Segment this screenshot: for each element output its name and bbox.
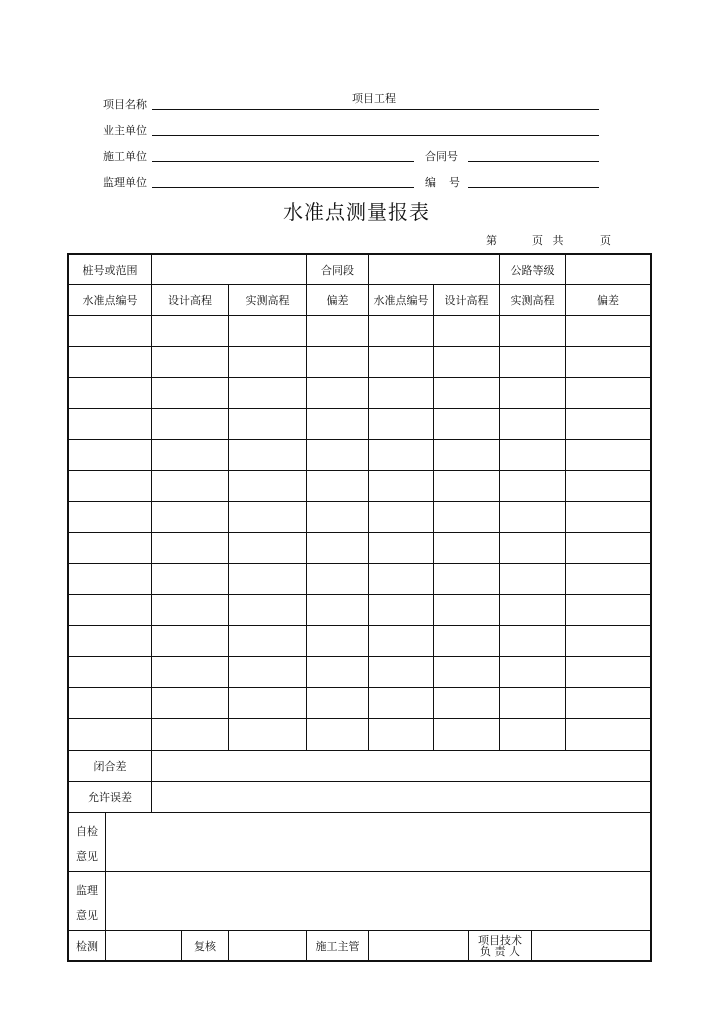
rule-h (68, 594, 651, 595)
rule-v (499, 284, 500, 750)
rule-v (368, 254, 369, 285)
rule-v (151, 254, 152, 285)
road-grade-label: 公路等级 (510, 263, 555, 277)
rule-h (68, 377, 651, 378)
page-ye-label: 页 (600, 234, 611, 247)
page-title: 水准点测量报表 (283, 200, 430, 224)
project-name-label: 项目名称 (103, 98, 147, 111)
page-total-label: 页 共 (532, 234, 567, 247)
tech-lead-label-line2: 负 责 人 (480, 944, 520, 958)
self-check-label-line1: 自检 (76, 825, 98, 838)
rule-v (306, 284, 307, 750)
rule-h (68, 656, 651, 657)
rule-v (531, 930, 532, 961)
col-design-elevation-2: 设计高程 (444, 294, 489, 307)
serial-label-b: 号 (449, 176, 460, 189)
rule-h (68, 871, 651, 872)
review-signature-field[interactable] (230, 932, 305, 959)
supervision-opinion-field[interactable] (107, 873, 649, 929)
col-measured-elevation: 实测高程 (245, 294, 290, 307)
rule-v (368, 930, 369, 961)
col-benchmark-no: 水准点编号 (82, 294, 138, 307)
supervision-label-line2: 意见 (76, 909, 98, 922)
contract-no-label: 合同号 (425, 150, 458, 163)
table-border-bottom (67, 960, 652, 962)
col-design-elevation: 设计高程 (168, 294, 212, 307)
col-deviation: 偏差 (326, 294, 349, 307)
rule-h (68, 315, 651, 316)
owner-field[interactable] (152, 135, 599, 136)
table-border-left (67, 253, 69, 962)
owner-label: 业主单位 (103, 124, 147, 137)
rule-v (565, 254, 566, 285)
serial-label-a: 编 (425, 176, 436, 189)
pile-range-field[interactable] (153, 256, 305, 283)
inspect-signature-field[interactable] (107, 932, 180, 959)
contract-no-field[interactable] (468, 161, 599, 162)
self-check-opinion-field[interactable] (107, 814, 649, 870)
supervisor-label: 监理单位 (103, 176, 147, 189)
tech-lead-label (469, 931, 531, 960)
rule-v (228, 930, 229, 961)
serial-field[interactable] (468, 187, 599, 188)
site-manager-signature-field[interactable] (370, 932, 467, 959)
rule-h (68, 408, 651, 409)
rule-v (105, 930, 106, 961)
rule-v (565, 284, 566, 750)
rule-h (68, 750, 651, 751)
closure-error-label: 闭合差 (93, 760, 127, 773)
rule-v (368, 284, 369, 750)
col-deviation-2: 偏差 (597, 294, 619, 307)
road-grade-field[interactable] (567, 256, 649, 283)
allowed-error-field[interactable] (153, 783, 649, 811)
rule-h (68, 625, 651, 626)
contract-section-field[interactable] (370, 256, 498, 283)
rule-v (228, 284, 229, 750)
col-measured-elevation-2: 实测高程 (510, 294, 555, 307)
supervisor-field[interactable] (152, 187, 414, 188)
site-manager-label: 施工主管 (315, 939, 360, 953)
rule-h (68, 470, 651, 471)
rule-v (433, 284, 434, 750)
rule-v (151, 750, 152, 812)
inspect-label: 检测 (76, 939, 98, 953)
tech-lead-label-line1: 项目技术 (478, 933, 522, 947)
constructor-field[interactable] (152, 161, 414, 162)
pile-range-label: 桩号或范围 (82, 263, 138, 277)
tech-lead-signature-field[interactable] (533, 932, 649, 959)
rule-h (68, 346, 651, 347)
rule-h (68, 439, 651, 440)
contract-section-label: 合同段 (321, 263, 354, 277)
rule-v (151, 284, 152, 750)
rule-h (68, 781, 651, 782)
rule-h (68, 501, 651, 502)
review-label: 复核 (194, 939, 216, 953)
closure-error-field[interactable] (153, 752, 649, 780)
rule-v (105, 812, 106, 930)
rule-h (68, 563, 651, 564)
rule-h (68, 718, 651, 719)
self-check-label-line2: 意见 (76, 850, 98, 863)
rule-h (68, 812, 651, 813)
table-border-right (650, 253, 652, 962)
rule-h (68, 687, 651, 688)
rule-h (68, 532, 651, 533)
project-name-value: 项目工程 (352, 92, 396, 105)
allowed-error-label: 允许误差 (88, 791, 132, 804)
supervision-label-line1: 监理 (76, 884, 98, 897)
constructor-label: 施工单位 (103, 150, 147, 163)
project-name-field[interactable] (152, 109, 599, 110)
col-benchmark-no-2: 水准点编号 (373, 294, 429, 307)
page-di-label: 第 (486, 234, 497, 247)
